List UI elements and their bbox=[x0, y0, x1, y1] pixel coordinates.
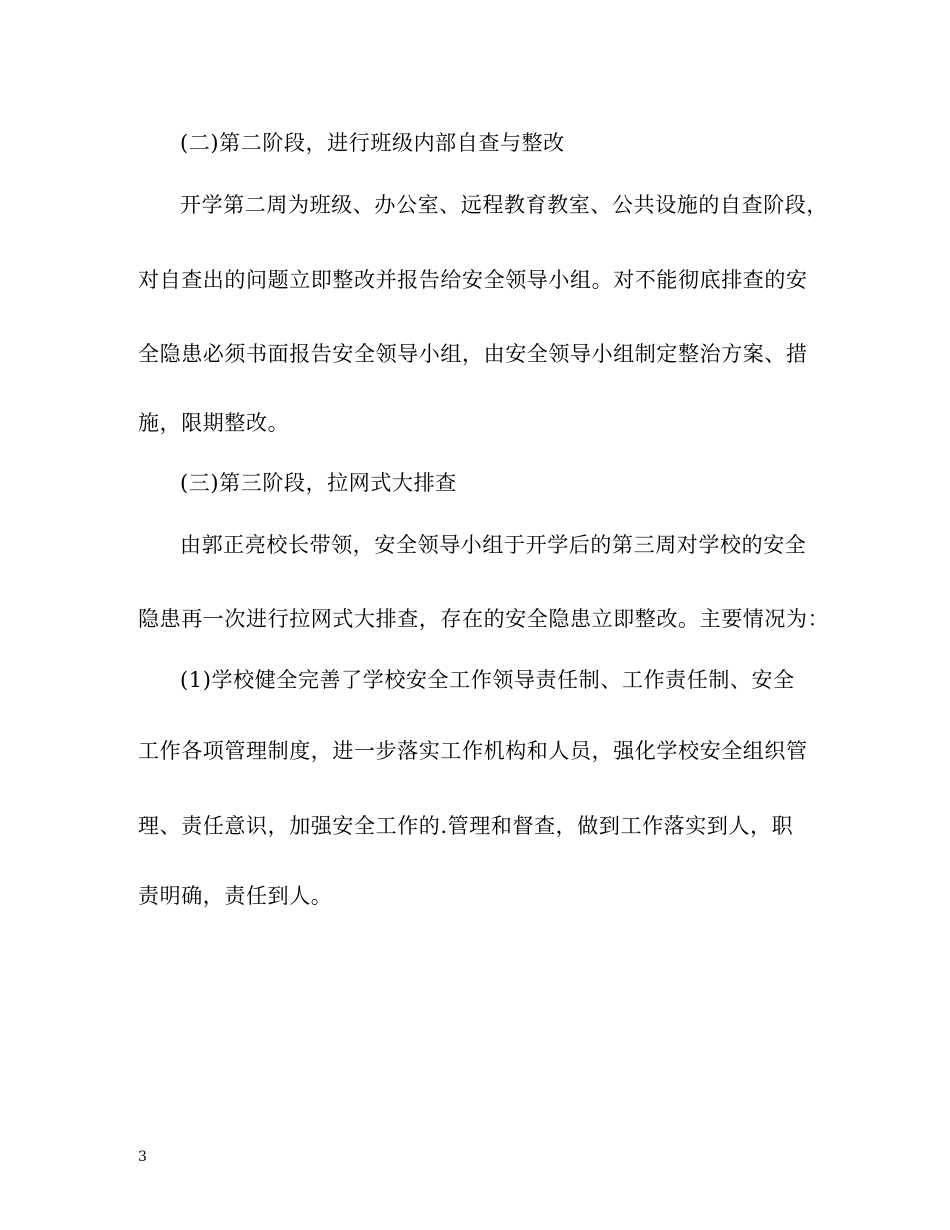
paragraph-line: 由郭正亮校长带领，安全领导小组于开学后的第三周对学校的安全 bbox=[180, 533, 807, 557]
paragraph-line: 对自查出的问题立即整改并报告给安全领导小组。对不能彻底排查的安 bbox=[138, 268, 808, 292]
paragraph-line: 隐患再一次进行拉网式大排查，存在的安全隐患立即整改。主要情况为： bbox=[138, 607, 830, 631]
section-heading-stage-three: (三)第三阶段，拉网式大排查 bbox=[180, 471, 457, 495]
paragraph-line: 全隐患必须书面报告安全领导小组，由安全领导小组制定整治方案、措 bbox=[138, 342, 808, 366]
page-number: 3 bbox=[138, 1149, 147, 1165]
paragraph-line: 开学第二周为班级、办公室、远程教育教室、公共设施的自查阶段， bbox=[180, 193, 828, 217]
paragraph-line: 施，限期整改。 bbox=[138, 411, 290, 435]
paragraph-line: 理、责任意识，加强安全工作的.管理和督查，做到工作落实到人，职 bbox=[138, 814, 794, 838]
section-heading-stage-two: (二)第二阶段，进行班级内部自查与整改 bbox=[180, 131, 565, 155]
paragraph-line: (1)学校健全完善了学校安全工作领导责任制、工作责任制、安全 bbox=[180, 668, 795, 692]
paragraph-line: 工作各项管理制度，进一步落实工作机构和人员，强化学校安全组织管 bbox=[138, 739, 808, 763]
paragraph-line: 责明确，责任到人。 bbox=[138, 884, 333, 908]
